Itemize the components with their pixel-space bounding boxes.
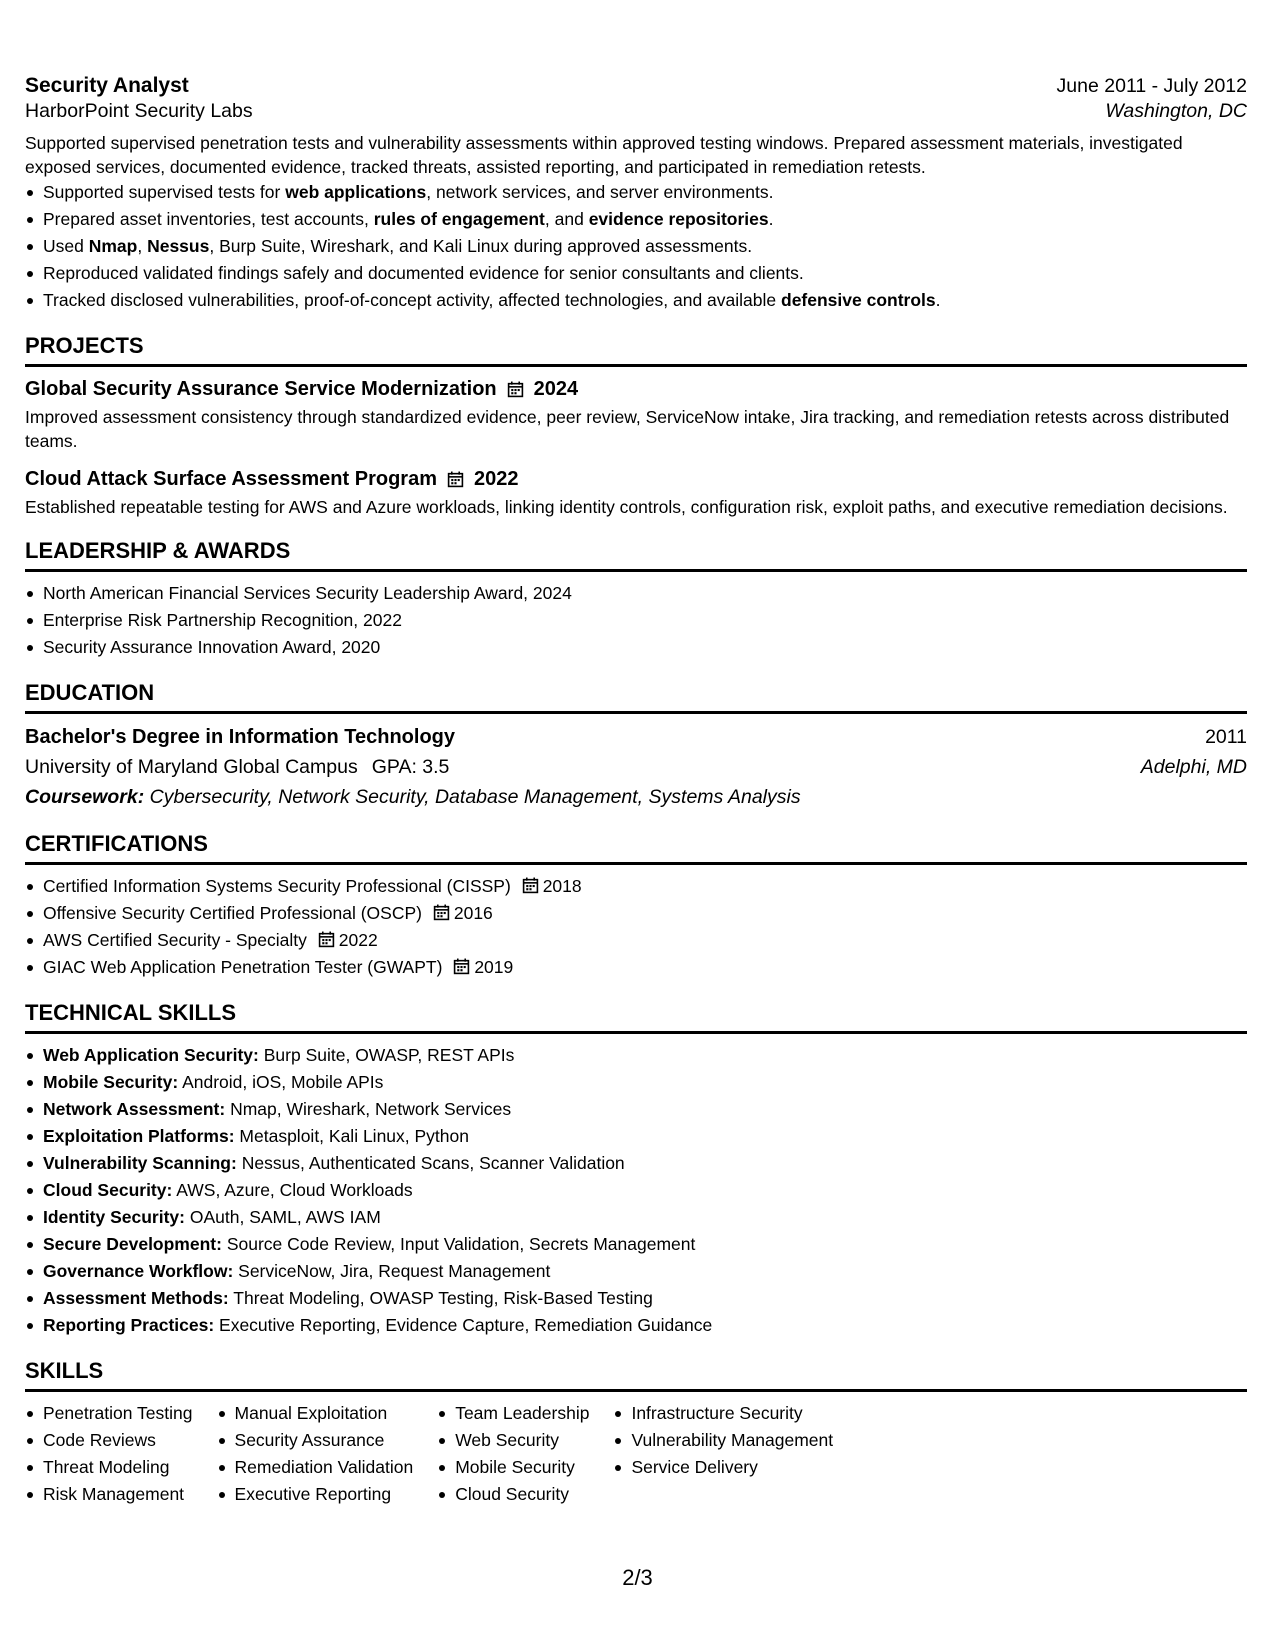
calendar-icon bbox=[447, 471, 464, 488]
job-location: Washington, DC bbox=[1105, 100, 1247, 122]
skill-item: Risk Management bbox=[43, 1481, 193, 1508]
project-description: Improved assessment consistency through standardized evidence, peer review, ServiceNow intake, Jira tracking, and remediation retests across distributed teams. bbox=[25, 407, 1230, 451]
skill-item: Penetration Testing bbox=[43, 1400, 193, 1427]
graduation-year: 2011 bbox=[1205, 726, 1247, 748]
skill-item: Cloud Security bbox=[455, 1481, 589, 1508]
job-bullet: Used Nmap, Nessus, Burp Suite, Wireshark, and Kali Linux during approved assessments. bbox=[43, 233, 1247, 260]
technical-skill-item: Mobile Security: Android, iOS, Mobile APIs bbox=[43, 1069, 1247, 1096]
certification-year: 2016 bbox=[453, 903, 493, 923]
page-number: 2/3 bbox=[622, 1565, 653, 1590]
skill-item: Vulnerability Management bbox=[631, 1427, 833, 1454]
job-bullet: Supported supervised tests for web applications, network services, and server environments. bbox=[43, 179, 1247, 206]
section-heading-skills: SKILLS bbox=[25, 1357, 1247, 1392]
calendar-icon bbox=[433, 904, 450, 921]
job-dates: June 2011 - July 2012 bbox=[1056, 75, 1247, 97]
calendar-icon bbox=[522, 877, 539, 894]
calendar-icon bbox=[453, 958, 470, 975]
certification-year: 2018 bbox=[542, 876, 582, 896]
school-name: University of Maryland Global Campus bbox=[25, 756, 358, 778]
certifications-list bbox=[25, 873, 1247, 981]
skill-item: Infrastructure Security bbox=[631, 1400, 833, 1427]
section-heading-projects: PROJECTS bbox=[25, 332, 1247, 367]
award-item: North American Financial Services Security Leadership Award, 2024 bbox=[43, 580, 1247, 607]
section-heading-education: EDUCATION bbox=[25, 679, 1247, 714]
school-location: Adelphi, MD bbox=[1140, 756, 1247, 778]
skill-item: Code Reviews bbox=[43, 1427, 193, 1454]
experience-entry bbox=[25, 74, 1247, 123]
skill-item: Threat Modeling bbox=[43, 1454, 193, 1481]
project-name: Global Security Assurance Service Modernization bbox=[25, 378, 497, 400]
technical-skill-item: Identity Security: OAuth, SAML, AWS IAM bbox=[43, 1204, 1247, 1231]
certification-item bbox=[43, 927, 1247, 954]
technical-skill-item: Cloud Security: AWS, Azure, Cloud Workloads bbox=[43, 1177, 1247, 1204]
certification-item bbox=[43, 873, 1247, 900]
project-description: Established repeatable testing for AWS and Azure workloads, linking identity controls, configuration risk, exploit paths, and executive remediation decisions. bbox=[25, 497, 1228, 517]
job-summary: Supported supervised penetration tests and vulnerability assessments within approved testing windows. Prepared assessment materials, investigated exposed services, documented evidence, tracked threats, assisted reporting, and participated in remediation retests. bbox=[25, 133, 1183, 177]
certification-year: 2022 bbox=[338, 930, 378, 950]
company-name: HarborPoint Security Labs bbox=[25, 100, 253, 122]
skill-item: Mobile Security bbox=[455, 1454, 589, 1481]
technical-skill-item: Exploitation Platforms: Metasploit, Kali Linux, Python bbox=[43, 1123, 1247, 1150]
certification-item bbox=[43, 954, 1247, 981]
job-title: Security Analyst bbox=[25, 74, 189, 97]
skills-column bbox=[437, 1400, 589, 1508]
awards-list bbox=[25, 580, 1247, 661]
section-heading-certifications: CERTIFICATIONS bbox=[25, 830, 1247, 865]
certification-name: AWS Certified Security - Specialty bbox=[43, 930, 307, 950]
skill-item: Web Security bbox=[455, 1427, 589, 1454]
skills-column bbox=[217, 1400, 414, 1508]
skill-item: Manual Exploitation bbox=[235, 1400, 414, 1427]
project-year: 2022 bbox=[473, 468, 519, 490]
skills-column bbox=[25, 1400, 193, 1508]
certification-year: 2019 bbox=[474, 957, 514, 977]
coursework-list: Cybersecurity, Network Security, Database Management, Systems Analysis bbox=[149, 786, 801, 808]
certification-name: Certified Information Systems Security Professional (CISSP) bbox=[43, 876, 511, 896]
technical-skill-item: Assessment Methods: Threat Modeling, OWASP Testing, Risk-Based Testing bbox=[43, 1285, 1247, 1312]
certification-name: Offensive Security Certified Professional (OSCP) bbox=[43, 903, 422, 923]
job-bullet: Tracked disclosed vulnerabilities, proof-of-concept activity, affected technologies, and available defensive controls. bbox=[43, 287, 1247, 314]
technical-skill-item: Reporting Practices: Executive Reporting, Evidence Capture, Remediation Guidance bbox=[43, 1312, 1247, 1339]
technical-skill-item: Vulnerability Scanning: Nessus, Authenticated Scans, Scanner Validation bbox=[43, 1150, 1247, 1177]
technical-skill-item: Governance Workflow: ServiceNow, Jira, Request Management bbox=[43, 1258, 1247, 1285]
education-entry bbox=[25, 722, 1247, 812]
section-heading-leadership: LEADERSHIP & AWARDS bbox=[25, 537, 1247, 572]
project-name: Cloud Attack Surface Assessment Program bbox=[25, 468, 437, 490]
coursework bbox=[25, 782, 1247, 812]
project-entry bbox=[25, 375, 1247, 453]
degree-title: Bachelor's Degree in Information Technology bbox=[25, 726, 456, 748]
job-bullet: Prepared asset inventories, test accounts, rules of engagement, and evidence repositories. bbox=[43, 206, 1247, 233]
skill-item: Team Leadership bbox=[455, 1400, 589, 1427]
award-item: Security Assurance Innovation Award, 2020 bbox=[43, 634, 1247, 661]
coursework-label: Coursework: bbox=[25, 786, 145, 808]
gpa: GPA: 3.5 bbox=[371, 756, 450, 778]
technical-skill-item: Network Assessment: Nmap, Wireshark, Network Services bbox=[43, 1096, 1247, 1123]
skill-item: Service Delivery bbox=[631, 1454, 833, 1481]
award-item: Enterprise Risk Partnership Recognition, 2022 bbox=[43, 607, 1247, 634]
skill-item: Executive Reporting bbox=[235, 1481, 414, 1508]
project-entry bbox=[25, 465, 1247, 519]
section-heading-technical-skills: TECHNICAL SKILLS bbox=[25, 999, 1247, 1034]
skill-item: Remediation Validation bbox=[235, 1454, 414, 1481]
skill-item: Security Assurance bbox=[235, 1427, 414, 1454]
project-year: 2024 bbox=[533, 378, 579, 400]
skills-grid bbox=[25, 1400, 1247, 1508]
resume-page bbox=[25, 74, 1247, 1508]
certification-item bbox=[43, 900, 1247, 927]
job-bullets bbox=[25, 179, 1247, 314]
job-bullet: Reproduced validated findings safely and documented evidence for senior consultants and clients. bbox=[43, 260, 1247, 287]
calendar-icon bbox=[318, 931, 335, 948]
technical-skill-item: Secure Development: Source Code Review, Input Validation, Secrets Management bbox=[43, 1231, 1247, 1258]
calendar-icon bbox=[507, 381, 524, 398]
technical-skills-list bbox=[25, 1042, 1247, 1339]
technical-skill-item: Web Application Security: Burp Suite, OWASP, REST APIs bbox=[43, 1042, 1247, 1069]
skills-column bbox=[613, 1400, 833, 1508]
certification-name: GIAC Web Application Penetration Tester (GWAPT) bbox=[43, 957, 443, 977]
